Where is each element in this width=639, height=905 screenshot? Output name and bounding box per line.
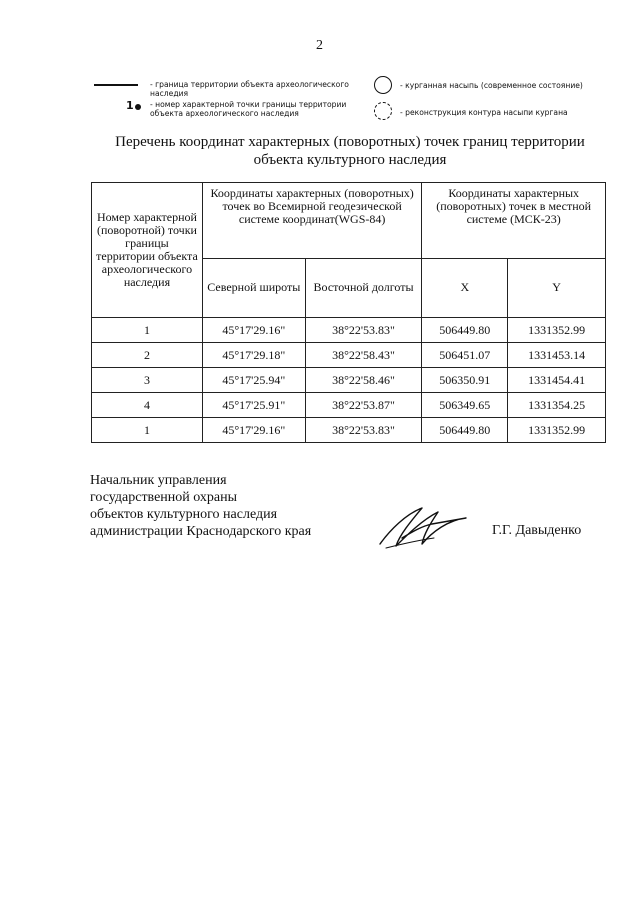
cell-latitude: 45°17'29.16" — [202, 418, 305, 443]
legend — [90, 76, 610, 126]
point-dot-icon — [135, 104, 141, 110]
signatory-name: Г.Г. Давыденко — [492, 523, 582, 538]
cell-x: 506350.91 — [422, 368, 508, 393]
header-y: Y — [508, 258, 606, 317]
legend-reconstruction-label: - реконструкция контура насыпи кургана — [400, 108, 568, 117]
cell-latitude: 45°17'29.16" — [202, 318, 305, 343]
cell-longitude: 38°22'53.83" — [305, 318, 422, 343]
mound-circle-icon — [374, 76, 392, 94]
cell-y: 1331354.25 — [508, 393, 606, 418]
table-row — [92, 343, 606, 368]
cell-point: 3 — [92, 368, 203, 393]
boundary-line-symbol — [94, 84, 138, 86]
header-wgs84: Координаты характерных (поворотных) точек во Всемирной геодезической системе координат(WGS-84) — [202, 183, 421, 259]
cell-x: 506451.07 — [422, 343, 508, 368]
signatory-title-line-2: государственной охраны — [90, 490, 238, 505]
header-msk23: Координаты характерных (поворотных) точек в местной системе (МСК-23) — [422, 183, 606, 259]
header-x: X — [422, 258, 508, 317]
cell-longitude: 38°22'53.83" — [305, 418, 422, 443]
page-number: 2 — [316, 38, 323, 53]
cell-longitude: 38°22'53.87" — [305, 393, 422, 418]
legend-boundary-label: - граница территории объекта археологического наследия — [150, 80, 349, 98]
cell-point: 1 — [92, 418, 203, 443]
table-row — [92, 393, 606, 418]
legend-point-label: - номер характерной точки границы территории объекта археологического наследия — [150, 100, 347, 118]
cell-longitude: 38°22'58.46" — [305, 368, 422, 393]
signatory-title-line-3: объектов культурного наследия — [90, 507, 278, 522]
signatory-title-line-1: Начальник управления — [90, 473, 227, 488]
cell-y: 1331453.14 — [508, 343, 606, 368]
title-line-1: Перечень координат характерных (поворотных) точек границ территории — [115, 134, 585, 150]
point-number-symbol: 1 — [126, 99, 134, 112]
table-row — [92, 368, 606, 393]
cell-x: 506449.80 — [422, 418, 508, 443]
cell-longitude: 38°22'58.43" — [305, 343, 422, 368]
header-point-number: Номер характерной (поворотной) точки границы территории объекта археологического наследия — [92, 183, 203, 318]
coordinates-list-title — [90, 133, 610, 169]
cell-x: 506349.65 — [422, 393, 508, 418]
header-east-longitude: Восточной долготы — [305, 258, 422, 317]
cell-y: 1331454.41 — [508, 368, 606, 393]
cell-point: 1 — [92, 318, 203, 343]
signatory-title-line-4: администрации Краснодарского края — [90, 524, 312, 539]
cell-latitude: 45°17'25.91" — [202, 393, 305, 418]
cell-y: 1331352.99 — [508, 418, 606, 443]
table-header-row — [92, 183, 606, 259]
mound-reconstruction-icon — [374, 102, 392, 120]
coordinates-table — [91, 182, 606, 443]
signature-block — [90, 472, 311, 540]
cell-y: 1331352.99 — [508, 318, 606, 343]
cell-x: 506449.80 — [422, 318, 508, 343]
cell-point: 2 — [92, 343, 203, 368]
legend-mound-label: - курганная насыпь (современное состояние) — [400, 81, 583, 90]
cell-latitude: 45°17'29.18" — [202, 343, 305, 368]
title-line-2: объекта культурного наследия — [253, 152, 447, 168]
cell-point: 4 — [92, 393, 203, 418]
cell-latitude: 45°17'25.94" — [202, 368, 305, 393]
table-row — [92, 418, 606, 443]
header-north-latitude: Северной широты — [202, 258, 305, 317]
handwritten-signature — [372, 500, 472, 558]
table-row — [92, 318, 606, 343]
